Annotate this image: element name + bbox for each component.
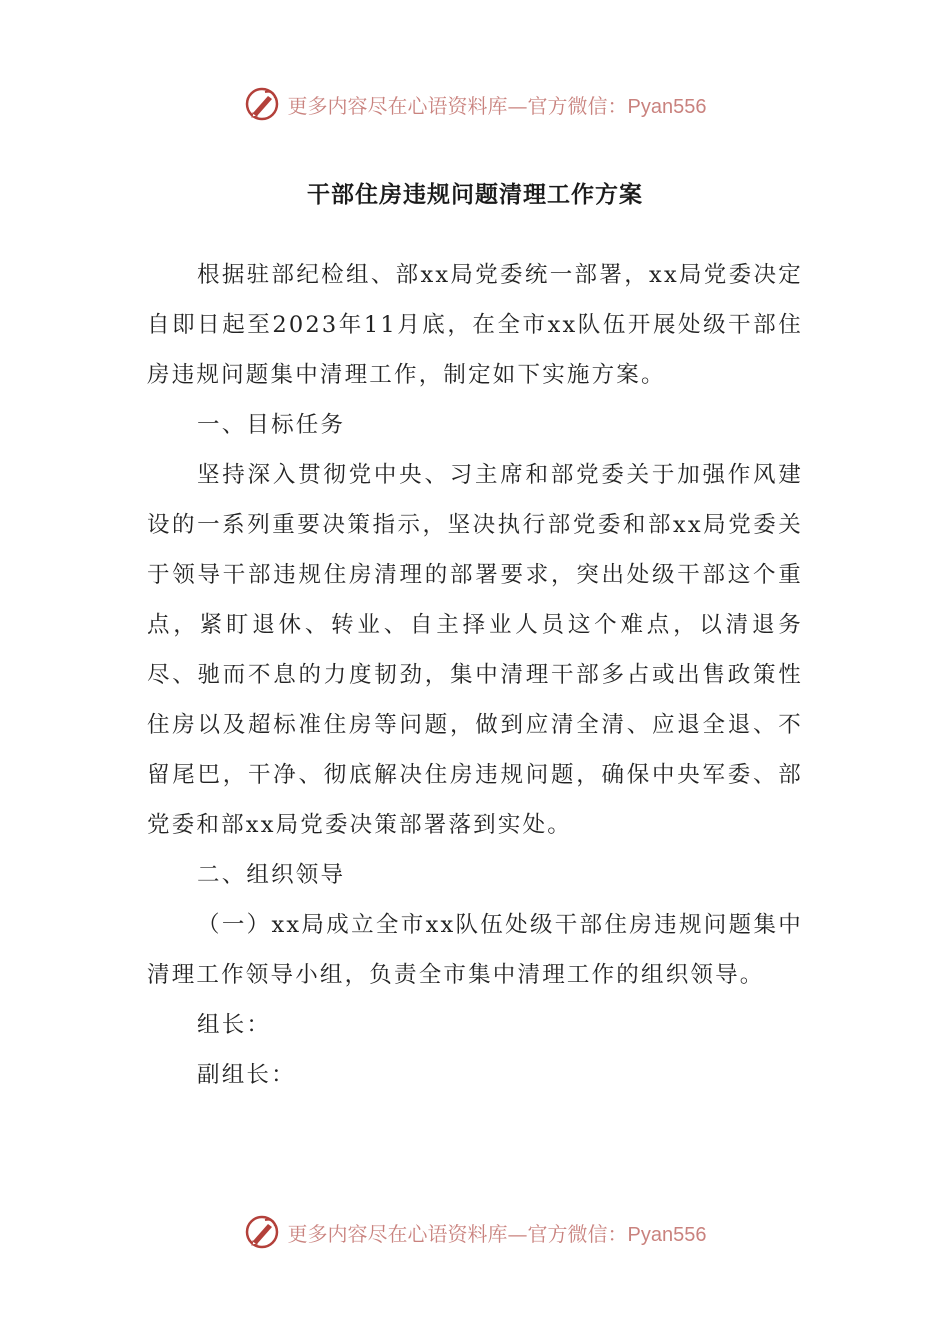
- pen-logo-icon: [244, 1214, 280, 1250]
- footer-watermark: [0, 1212, 950, 1252]
- header-watermark: [0, 84, 950, 124]
- pen-logo-icon: [244, 86, 280, 122]
- watermark-text: [288, 1218, 707, 1247]
- heading-goals: 一、目标任务: [197, 412, 346, 438]
- watermark-text: [288, 90, 707, 119]
- watermark-slogan: 更多内容尽在心语资料库—官方微信：: [287, 1221, 628, 1246]
- heading-organization: 二、组织领导: [197, 862, 346, 888]
- watermark-handle: Pyan556: [627, 1223, 707, 1246]
- paragraph-organization: （一）xx局成立全市xx队伍处级干部住房违规问题集中清理工作领导小组，负责全市集中清理工作的组织领导。: [147, 912, 803, 988]
- leader-line: 组长：: [197, 1012, 272, 1038]
- document-body: [147, 250, 803, 1100]
- paragraph-intro: 根据驻部纪检组、部xx局党委统一部署，xx局党委决定自即日起至2023年11月底，在全市xx队伍开展处级干部住房违规问题集中清理工作，制定如下实施方案。: [147, 262, 803, 388]
- deputy-leader-line: 副组长：: [197, 1062, 296, 1088]
- watermark-handle: Pyan556: [627, 95, 707, 118]
- paragraph-goals: 坚持深入贯彻党中央、习主席和部党委关于加强作风建设的一系列重要决策指示，坚决执行部党委和部xx局党委关于领导干部违规住房清理的部署要求，突出处级干部这个重点，紧盯退休、转业、自主择业人员这个难点，以清退务尽、驰而不息的力度韧劲，集中清理干部多占或出售政策性住房以及超标准住房等问题，做到应清全清、应退全退、不留尾巴，干净、彻底解决住房违规问题，确保中央军委、部党委和部xx局党委决策部署落到实处。: [147, 462, 803, 838]
- document-title: 干部住房违规问题清理工作方案: [307, 182, 643, 208]
- watermark-slogan: 更多内容尽在心语资料库—官方微信：: [287, 93, 628, 118]
